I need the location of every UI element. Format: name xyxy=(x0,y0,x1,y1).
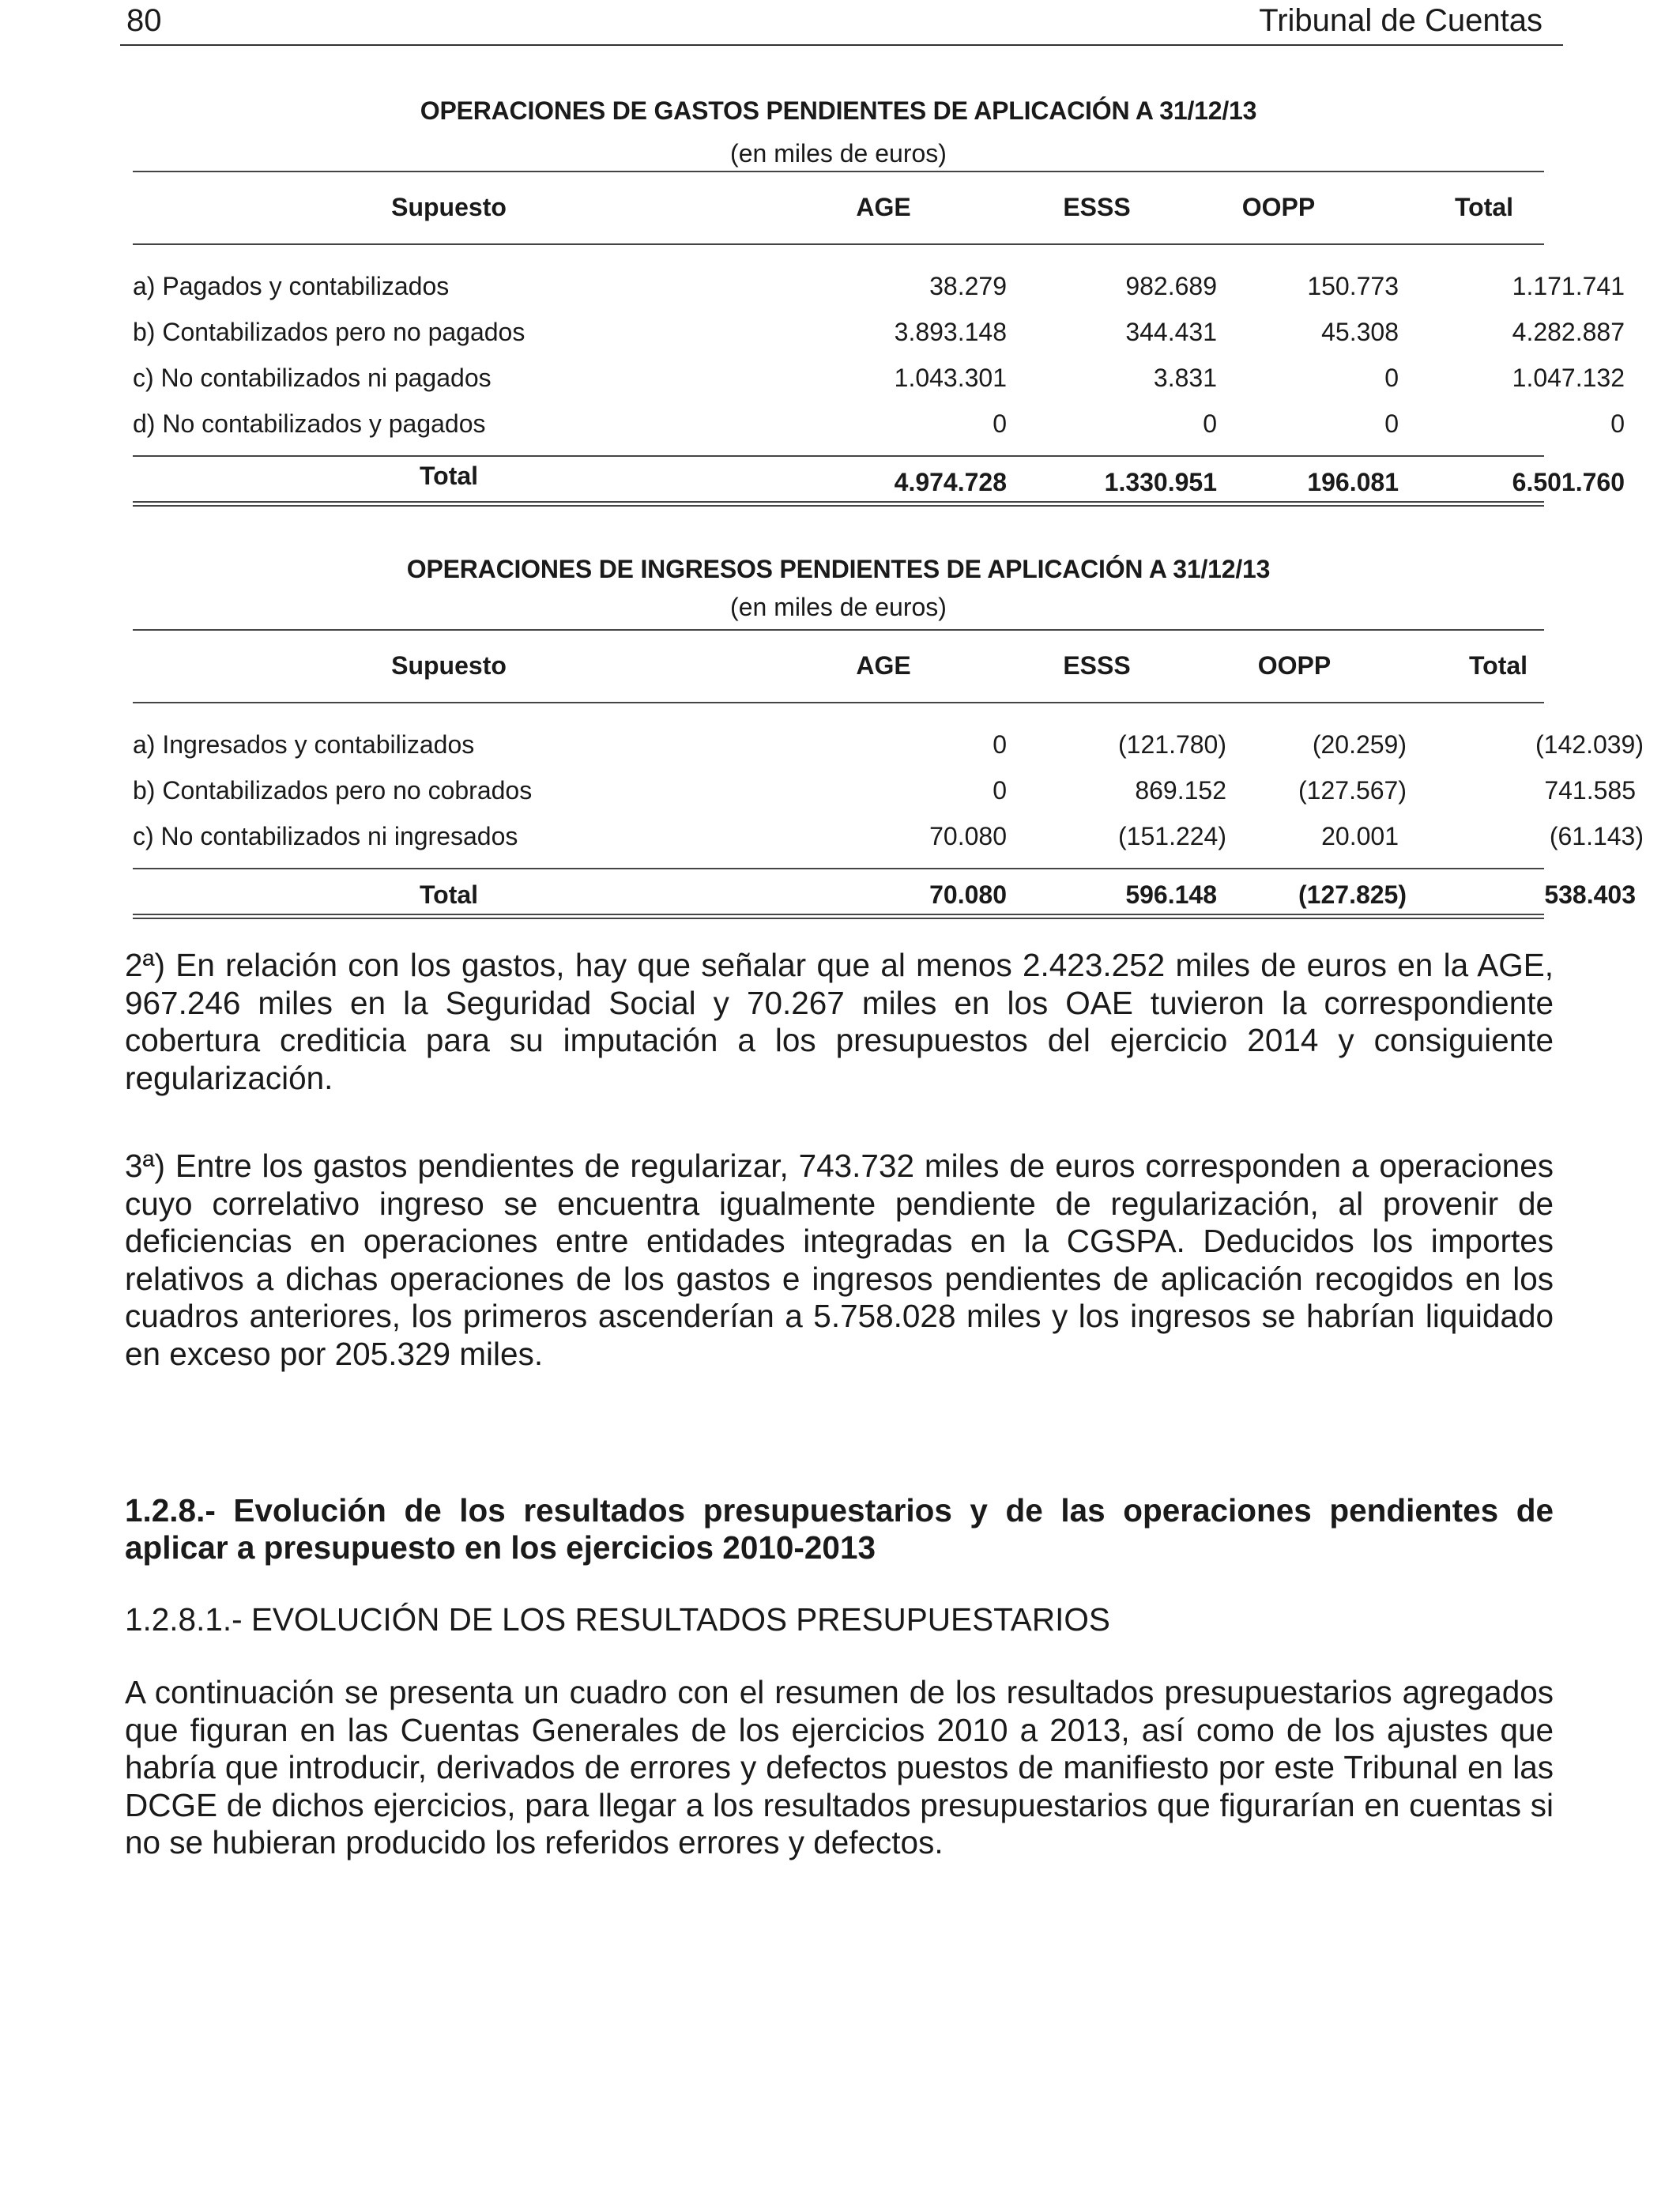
column-header: Supuesto xyxy=(391,651,507,680)
cell-esss: 982.689 xyxy=(1125,272,1217,300)
column-header: ESSS xyxy=(1063,193,1131,221)
column-header: Total xyxy=(1454,193,1514,221)
cell-age: 0 xyxy=(993,730,1007,759)
cell-age: 0 xyxy=(993,409,1007,438)
cell-total: 741.585 xyxy=(1544,776,1636,805)
total-label: Total xyxy=(419,880,479,909)
cell-esss: 344.431 xyxy=(1125,318,1217,346)
table-rule xyxy=(133,243,1544,245)
cell-oopp: 20.001 xyxy=(1321,822,1399,850)
cell-oopp: 0 xyxy=(1384,364,1399,392)
table-unit: (en miles de euros) xyxy=(730,139,947,168)
cell-age: 38.279 xyxy=(929,272,1007,300)
table-rule xyxy=(133,455,1544,457)
paragraph-2: 2ª) En relación con los gastos, hay que señalar que al menos 2.423.252 miles de euros en la AGE, 967.246 miles en la Seguridad Social y 70.267 miles en los OAE tuvieron la correspondiente cobertura crediticia para su imputación a los presupuestos del ejercicio 2014 y consiguiente regularización. xyxy=(125,947,1554,1096)
cell-age: 0 xyxy=(993,776,1007,805)
table-rule xyxy=(133,171,1544,172)
column-header: ESSS xyxy=(1063,651,1131,680)
paragraph-intro: A continuación se presenta un cuadro con el resumen de los resultados presupuestarios agregados que figuran en las Cuentas Generales de los ejercicios 2010 a 2013, así como de los ajustes que habría que introducir, derivados de errores y defectos puestos de manifiesto por este Tribunal en las DCGE de dichos ejercicios, para llegar a los resultados presupuestarios que figurarían en cuentas si no se hubieran producido los referidos errores y defectos. xyxy=(125,1674,1554,1860)
cell-esss: 3.831 xyxy=(1153,364,1217,392)
table-rule xyxy=(133,629,1544,631)
cell-oopp: 150.773 xyxy=(1307,272,1399,300)
cell-total: 4.282.887 xyxy=(1512,318,1625,346)
cell-age: 1.043.301 xyxy=(894,364,1007,392)
total-total: 538.403 xyxy=(1544,880,1636,909)
cell-total: 1.047.132 xyxy=(1512,364,1625,392)
table-rule xyxy=(133,702,1544,703)
cell-total: (61.143) xyxy=(1549,822,1644,850)
column-header: Supuesto xyxy=(391,193,507,221)
cell-esss: (121.780) xyxy=(1118,730,1226,759)
total-oopp: 196.081 xyxy=(1307,468,1399,496)
row-label: a) Ingresados y contabilizados xyxy=(133,730,475,759)
total-esss: 1.330.951 xyxy=(1104,468,1217,496)
table-double-rule xyxy=(133,501,1544,507)
page-number: 80 xyxy=(126,3,162,38)
cell-total: 1.171.741 xyxy=(1512,272,1625,300)
row-label: a) Pagados y contabilizados xyxy=(133,272,450,300)
row-label: d) No contabilizados y pagados xyxy=(133,409,486,438)
cell-oopp: 0 xyxy=(1384,409,1399,438)
subsection-heading: 1.2.8.1.- EVOLUCIÓN DE LOS RESULTADOS PRESUPUESTARIOS xyxy=(125,1601,1110,1638)
cell-esss: 869.152 xyxy=(1135,776,1226,805)
cell-esss: (151.224) xyxy=(1118,822,1226,850)
table-title: OPERACIONES DE INGRESOS PENDIENTES DE APLICACIÓN A 31/12/13 xyxy=(406,555,1271,583)
cell-esss: 0 xyxy=(1203,409,1217,438)
column-header: Total xyxy=(1468,651,1528,680)
total-label: Total xyxy=(419,462,479,490)
table-unit: (en miles de euros) xyxy=(730,593,947,621)
cell-total: (142.039) xyxy=(1535,730,1644,759)
total-esss: 596.148 xyxy=(1125,880,1217,909)
column-header: AGE xyxy=(856,193,911,221)
cell-oopp: 45.308 xyxy=(1321,318,1399,346)
page-header xyxy=(120,0,1563,46)
cell-total: 0 xyxy=(1610,409,1625,438)
row-label: b) Contabilizados pero no cobrados xyxy=(133,776,533,805)
total-age: 4.974.728 xyxy=(894,468,1007,496)
income-table xyxy=(133,552,1644,931)
cell-age: 70.080 xyxy=(929,822,1007,850)
cell-oopp: (20.259) xyxy=(1312,730,1407,759)
total-oopp: (127.825) xyxy=(1298,880,1407,909)
section-heading: 1.2.8.- Evolución de los resultados presupuestarios y de las operaciones pendientes de aplicar a presupuesto en los ejercicios 2010-2013 xyxy=(125,1492,1554,1566)
table-rule xyxy=(133,868,1544,869)
total-total: 6.501.760 xyxy=(1512,468,1625,496)
paragraph-3: 3ª) Entre los gastos pendientes de regularizar, 743.732 miles de euros corresponden a operaciones cuyo correlativo ingreso se encuentra igualmente pendiente de regularización, al provenir de deficiencias en operaciones entre entidades integradas en la CGSPA. Deducidos los importes relativos a dichas operaciones de los gastos e ingresos pendientes de aplicación recogidos en los cuadros anteriores, los primeros ascenderían a 5.758.028 miles y los ingresos se habrían liquidado en exceso por 205.329 miles. xyxy=(125,1148,1554,1372)
cell-oopp: (127.567) xyxy=(1298,776,1407,805)
column-header: AGE xyxy=(856,651,911,680)
row-label: b) Contabilizados pero no pagados xyxy=(133,318,525,346)
total-age: 70.080 xyxy=(929,880,1007,909)
cell-age: 3.893.148 xyxy=(894,318,1007,346)
column-header: OOPP xyxy=(1241,193,1316,221)
running-title: Tribunal de Cuentas xyxy=(1259,3,1543,38)
row-label: c) No contabilizados ni ingresados xyxy=(133,822,518,850)
row-label: c) No contabilizados ni pagados xyxy=(133,364,492,392)
expenses-table xyxy=(133,93,1625,512)
column-header: OOPP xyxy=(1257,651,1332,680)
table-double-rule xyxy=(133,914,1544,919)
table-title: OPERACIONES DE GASTOS PENDIENTES DE APLICACIÓN A 31/12/13 xyxy=(420,96,1257,125)
